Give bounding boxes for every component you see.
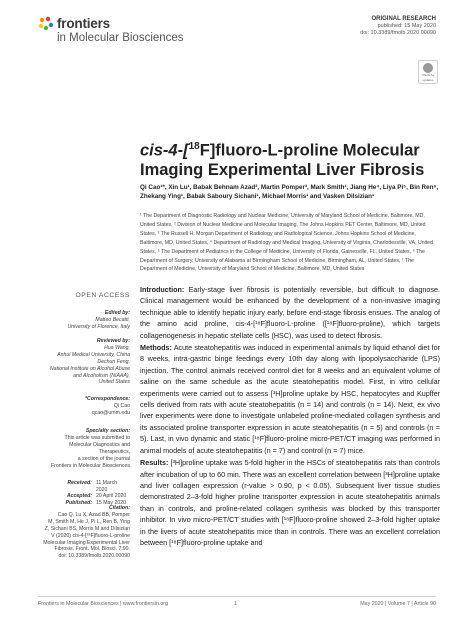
title-line2: Imaging Experimental Liver Fibrosis (140, 160, 425, 179)
reviewer-line: Anhui Medical University, China (57, 351, 130, 358)
crossmark-label: Check for updates (421, 73, 435, 82)
date-value: 15 May 2020 (96, 500, 126, 507)
abstract-introduction (140, 284, 440, 341)
article-dates (38, 480, 130, 507)
citation-line: Z, Sichani BS, Morris M and Dilsizian (44, 525, 130, 532)
date-value: 20 April 2020 (96, 493, 127, 500)
article-meta (360, 16, 436, 37)
title-rest: F]fluoro-L-proline Molecular (199, 141, 420, 160)
date-key: Published: (65, 500, 92, 507)
affiliations: ¹ The Department of Diagnostic Radiology and Nuclear Medicine, University of Maryland School of Medicine, Baltimore, MD, United States, ² Division of Nuclear Medicine and Molecular Imaging, The Johns Hopkins PET Center, Baltimore, MD, United States, ³ The Russell H. Morgan Department of Radiology and Radiological Science, Johns Hopkins School of Medicine, Baltimore, MD, United States, ⁴ Department of Radiology and Medical Imaging, University of Virginia, Charlottesville, VA, United States, ⁵ The Department of Pediatrics in the College of Medicine, University of Florida, Gainesville, FL, United States, ⁶ The Department of Surgery, University of Alabama at Birmingham School of Medicine, Birmingham, AL, United States, ⁷ The Department of Medicine, University of Maryland School of Medicine, Baltimore, MD, United States (140, 213, 433, 273)
editor-line: Matteo Becatti, (95, 316, 130, 323)
reviewer-line: National Institute on Alcohol Abuse (49, 365, 130, 372)
abstract (140, 284, 440, 549)
specialty-line: Molecular Diagnostics and (69, 441, 130, 448)
title-prefix: cis-4-[ (140, 141, 189, 160)
citation-line: Molecular Imaging Experimental Liver (43, 539, 130, 546)
date-key: Received: (67, 480, 92, 486)
date-value: 11 March 2020 (95, 480, 118, 493)
open-access-label: OPEN ACCESS (75, 292, 130, 299)
citation-label: Citation: (108, 505, 130, 511)
logo-name: frontiers (57, 16, 110, 31)
section-text: Early-stage liver fibrosis is potentially reversible, but difficult to diagnose. Clinical management would be enhanced by the development of a non-invasive imaging technique able to identify hepatic injury early, before end-stage fibrosis ensues. The analog of the amino acid proline, cis-4-[¹⁸F]fluoro-L-proline ([¹⁸F]fluoro-proline), which targets collagenogenesis in hepatic stellate cells (HSC), was used to detect fibrosis. (140, 285, 440, 340)
reviewer-line: Hua Wang, (104, 344, 130, 351)
correspondence (38, 396, 130, 417)
reviewed-by-label: Reviewed by: (96, 338, 130, 344)
citation-line: Fibrosis. Front. Mol. Biosci. 7:90. (54, 546, 130, 553)
journal-logo[interactable] (38, 16, 208, 52)
citation-line: Cao Q, Lu X, Azad BB, Pomper (57, 511, 130, 518)
date-row (38, 480, 130, 493)
reviewer-line: and Alcoholism (NIAAA), (73, 372, 130, 379)
reviewed-by (38, 338, 130, 386)
specialty-section (38, 428, 130, 469)
published-date: published: 15 May 2020 (377, 23, 436, 29)
article-doi[interactable]: doi: 10.3389/fmolb.2020.00090 (360, 30, 436, 36)
article-title (140, 137, 440, 180)
date-key: Accepted: (66, 493, 92, 500)
footer-journal-site[interactable]: Frontiers in Molecular Biosciences | www.frontiersin.org (38, 601, 169, 607)
section-text: Acute steatohepatitis was induced in experimental animals by liquid ethanol diet for 8 weeks, intra-gastric binge feedings every 10th day along with lipopolysaccharide (LPS) injection. The control animals received control diet for 8 weeks and an equivalent volume of saline on the same schedule as the acute steatohepatitis model. First, in vitro cellular experiments were carried out to assess [³H]proline uptake by HSC, hepatocytes and Kupffer cells derived from rats with acute steatohepatitis (n = 14) and controls (n = 14). Next, ex vivo liver experiments were done to investigate unlabeled proline-mediated collagen synthesis and its associated proline transporter expression in acute steatohepatitis (n = 5) and controls (n = 5). Last, in vivo dynamic and static [¹⁸F]fluoro-proline micro-PET/CT imaging was performed in animal models of acute steatohepatitis (n = 7) and control (n = 7) mice. (140, 343, 440, 455)
title-superscript: 18 (188, 141, 200, 152)
correspondence-label: *Correspondence: (85, 396, 130, 402)
article-type: ORIGINAL RESEARCH (371, 16, 436, 22)
citation-line: M, Smith M, He J, Pi L, Ren B, Ying (48, 518, 130, 525)
section-text: [³H]proline uptake was 5-fold higher in the HSCs of steatohepatitis rats than controls after incubation of up to 60 min. There was an excellent correlation between [³H]proline uptake and liver collagen expression (r-value > 0.90, p < 0.05). Subsequent liver tissue studies demonstrated 2–3-fold higher proline transporter expression in acute steatohepatitis animals than in controls, and proline-related collagen synthesis was blocked by this transporter inhibitor. In vivo micro-PET/CT studies with [¹⁸F]fluoro-proline showed 2–3-fold higher uptake in the livers of acute steatohepatitis mice than in controls. There was an excellent correlation between [¹⁸F]fluoro-proline uptake and (140, 458, 440, 547)
date-row (38, 493, 130, 500)
specialty-line: Frontiers in Molecular Biosciences (51, 462, 130, 469)
abstract-results (140, 457, 440, 548)
footer-issue: May 2020 | Volume 7 | Article 90 (360, 601, 436, 607)
edited-by (38, 310, 130, 331)
specialty-line: Therapeutics, (98, 448, 130, 455)
footer-divider (38, 596, 436, 597)
specialty-line: This article was submitted to (64, 434, 130, 441)
citation-line[interactable]: doi: 10.3389/fmolb.2020.00090 (58, 553, 130, 560)
frontiers-logo-icon (38, 16, 54, 32)
reviewer-line: Dechun Feng, (97, 358, 130, 365)
edited-by-label: Edited by: (104, 310, 130, 316)
check-for-updates-badge[interactable] (418, 60, 438, 84)
author-list: Qi Cao¹*, Xin Lu¹, Babak Behnam Azad², Martin Pomper³, Mark Smith¹, Jiang He⁴, Liya Pi⁵, Bin Ren⁶, Zhekang Ying¹, Babak Saboury Sichani¹, Michael Morris¹ and Vasken Dilsizian¹ (140, 184, 439, 200)
section-label: Methods: (140, 343, 172, 353)
editor-line: University of Florence, Italy (67, 323, 130, 330)
citation-line: V (2020) cis-4-[¹⁸F]fluoro-L-proline (51, 532, 130, 539)
specialty-label: Specialty section: (85, 428, 130, 434)
reviewer-line: United States (98, 379, 130, 386)
citation (38, 505, 130, 560)
journal-name: in Molecular Biosciences (57, 32, 184, 44)
footer-page-number: 1 (234, 601, 237, 607)
section-label: Results: (140, 458, 169, 468)
correspondence-email[interactable]: qcao@umm.edu (91, 409, 130, 416)
section-label: Introduction: (140, 285, 185, 294)
abstract-methods (140, 342, 440, 456)
correspondence-name: Qi Cao (113, 402, 130, 409)
crossmark-icon (423, 63, 433, 73)
specialty-line: a section of the journal (77, 455, 130, 462)
